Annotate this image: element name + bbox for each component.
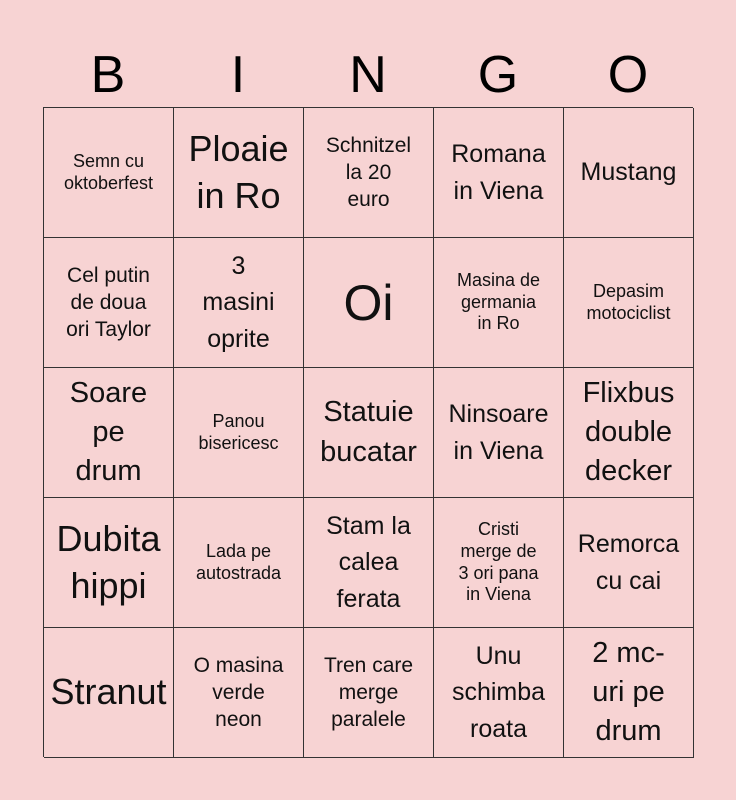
bingo-cell[interactable] (44, 628, 174, 758)
bingo-cell[interactable] (434, 368, 564, 498)
cell-text: Stam la calea ferata (326, 512, 411, 613)
bingo-cell[interactable] (174, 368, 304, 498)
bingo-cell[interactable] (564, 498, 694, 628)
bingo-header (43, 42, 693, 108)
bingo-cell[interactable] (174, 628, 304, 758)
cell-text: Remorca cu cai (577, 530, 680, 595)
header-letter-o: O (607, 46, 649, 104)
bingo-cell[interactable] (564, 628, 694, 758)
cell-text: 2 mc- uri pe drum (592, 636, 665, 748)
cell-text: Stranut (50, 671, 167, 713)
bingo-cell[interactable] (434, 238, 564, 368)
cell-text: O masina verde neon (193, 653, 284, 732)
cell-text: Mustang (580, 158, 677, 187)
bingo-cell[interactable] (304, 498, 434, 628)
bingo-cell[interactable] (304, 108, 434, 238)
cell-text: Semn cu oktoberfest (63, 150, 154, 193)
bingo-cell[interactable] (44, 108, 174, 238)
cell-text: Statuie bucatar (320, 396, 417, 468)
bingo-cell[interactable] (44, 238, 174, 368)
cell-text: Flixbus double decker (582, 376, 675, 488)
bingo-cell[interactable] (44, 498, 174, 628)
bingo-cell[interactable] (564, 368, 694, 498)
bingo-cell[interactable] (434, 108, 564, 238)
header-letter-i: I (230, 46, 246, 104)
bingo-cell[interactable] (434, 628, 564, 758)
cell-text: Tren care merge paralele (323, 653, 414, 732)
header-letter-g: G (477, 46, 519, 104)
bingo-cell[interactable] (44, 368, 174, 498)
bingo-cell[interactable] (304, 368, 434, 498)
cell-text: Dubita hippi (56, 517, 161, 606)
bingo-cell[interactable] (174, 108, 304, 238)
cell-text: Lada pe autostrada (195, 540, 282, 583)
header-letter-b: B (90, 46, 126, 104)
bingo-cell[interactable] (434, 498, 564, 628)
bingo-cell[interactable] (174, 498, 304, 628)
cell-text: Depasim motociclist (586, 280, 671, 323)
cell-text: 3 masini oprite (202, 252, 275, 353)
bingo-grid (43, 107, 693, 757)
cell-text: Soare pe drum (69, 376, 148, 488)
cell-text: Cel putin de doua ori Taylor (66, 263, 151, 342)
bingo-cell[interactable] (174, 238, 304, 368)
cell-text: Ploaie in Ro (188, 127, 289, 216)
cell-text: Cristi merge de 3 ori pana in Viena (458, 519, 539, 605)
cell-text: Schnitzel la 20 euro (325, 133, 412, 212)
header-letter-n: N (349, 46, 387, 104)
bingo-cell-free[interactable] (304, 238, 434, 368)
bingo-cell[interactable] (564, 238, 694, 368)
cell-text: Romana in Viena (451, 140, 546, 205)
bingo-cell[interactable] (564, 108, 694, 238)
cell-text: Panou bisericesc (198, 410, 279, 453)
cell-text: Ninsoare in Viena (448, 400, 549, 465)
bingo-cell[interactable] (304, 628, 434, 758)
cell-text: Oi (343, 274, 394, 331)
cell-text: Masina de germania in Ro (456, 270, 541, 334)
cell-text: Unu schimba roata (451, 642, 546, 743)
